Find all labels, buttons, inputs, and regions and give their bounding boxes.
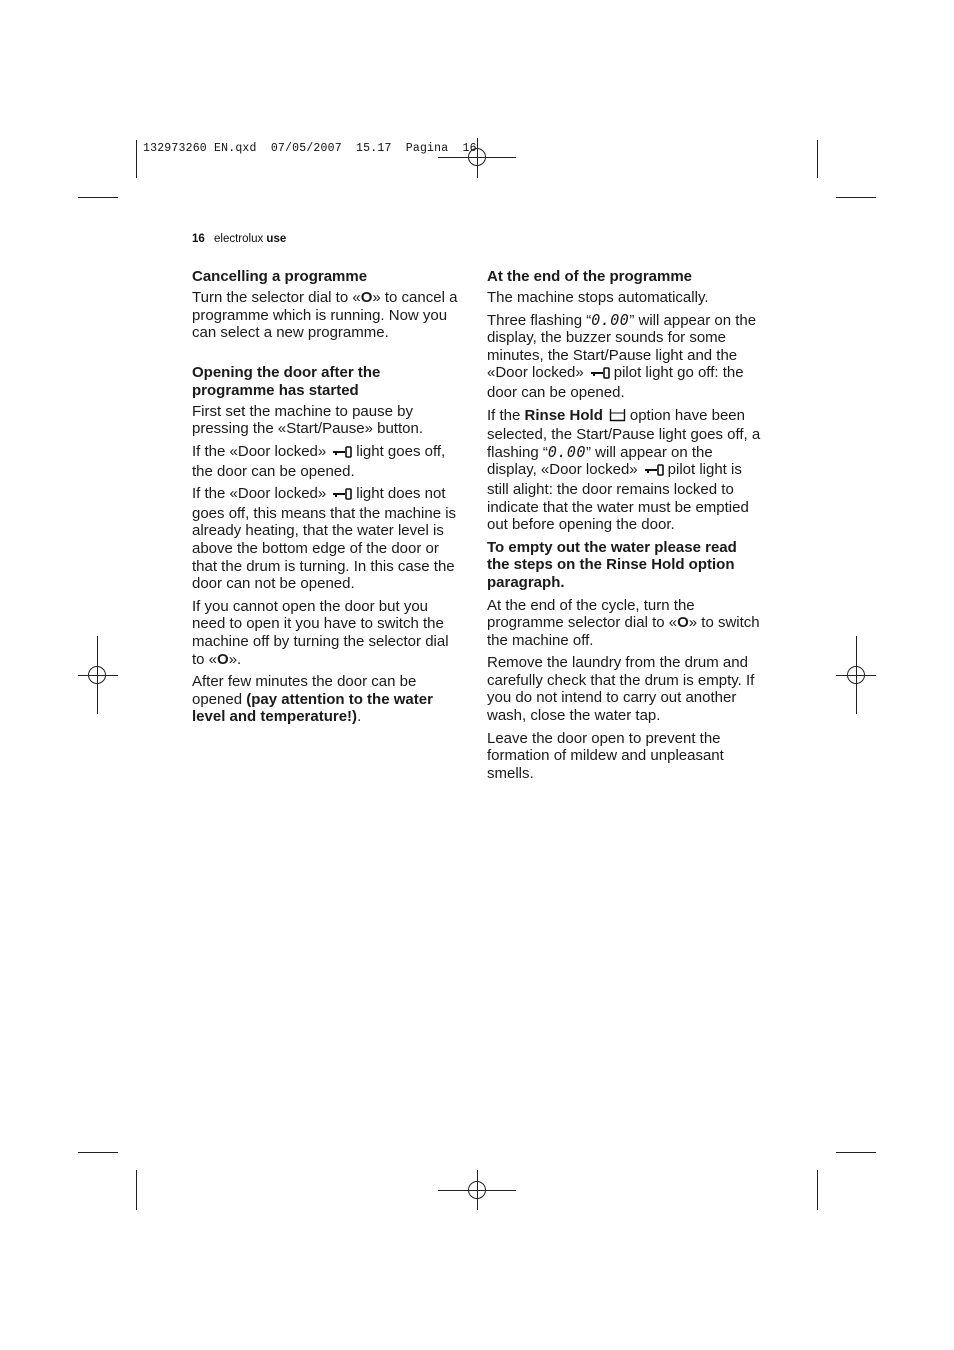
paragraph-rinse-hold: If the Rinse Hold option have been selected, the Start/Pause light goes off, a flashing “0.00” will appear on the display, «Door locked» pilot light is still alight: the door remains locked to indicate that the water must be emptied out before opening the door. — [487, 406, 761, 534]
page-number: 16 — [192, 233, 205, 245]
paragraph-remove-laundry: Remove the laundry from the drum and carefully check that the drum is empty. If you do not intend to carry out another wash, close the water tap. — [487, 654, 755, 725]
key-lock-icon — [590, 366, 610, 384]
paragraph-few-minutes: After few minutes the door can be opened (pay attention to the water level and temperature!). — [192, 673, 433, 726]
paragraph-leave-door-open: Leave the door open to prevent the formation of mildew and unpleasant smells. — [487, 729, 724, 782]
display-readout: 0.00 — [591, 310, 630, 329]
display-readout: 0.00 — [547, 442, 586, 461]
key-lock-icon — [332, 487, 352, 505]
paragraph-end-cycle: At the end of the cycle, turn the programme selector dial to «O» to switch the machine off. — [487, 596, 760, 649]
paragraph-cancel: Turn the selector dial to «O» to cancel a programme which is running. Now you can select a new programme. — [192, 289, 458, 342]
file-slug: 132973260 EN.qxd 07/05/2007 15.17 Pagina 16 — [143, 142, 477, 155]
heading-cancelling: Cancelling a programme — [192, 268, 368, 285]
paragraph-empty-water: To empty out the water please read the steps on the Rinse Hold option paragraph. — [487, 538, 737, 591]
paragraph-pause: First set the machine to pause by pressing the «Start/Pause» button. — [192, 402, 423, 438]
rinse-hold-icon — [609, 408, 626, 427]
page-header — [192, 233, 286, 245]
brand-name: electrolux — [214, 233, 264, 245]
heading-opening-door: Opening the door after the programme has started — [192, 363, 381, 399]
right-column — [487, 268, 763, 787]
paragraph-door-off: If the «Door locked» light goes off, the door can be opened. — [192, 442, 446, 480]
zero-symbol: O — [217, 650, 229, 668]
left-column — [192, 268, 464, 731]
paragraph-switch-off: If you cannot open the door but you need to open it you have to switch the machine off by turning the selector dial to «O». — [192, 597, 449, 668]
heading-end-programme: At the end of the programme — [487, 268, 693, 285]
key-lock-icon — [644, 463, 664, 481]
zero-symbol: O — [677, 614, 689, 632]
key-lock-icon — [332, 445, 352, 463]
zero-symbol: O — [360, 289, 373, 306]
paragraph-stops: The machine stops automatically. — [487, 289, 709, 306]
paragraph-flashing: Three flashing “0.00” will appear on the display, the buzzer sounds for some minutes, the Start/Pause light and the «Door locked» pilot light go off: the door can be opened. — [487, 310, 757, 401]
section-name: use — [266, 233, 287, 245]
paragraph-door-not-off: If the «Door locked» light does not goes off, this means that the machine is already heating, that the water level is above the bottom edge of the door or that the drum is turning. In this case the door can not be opened. — [192, 485, 457, 593]
